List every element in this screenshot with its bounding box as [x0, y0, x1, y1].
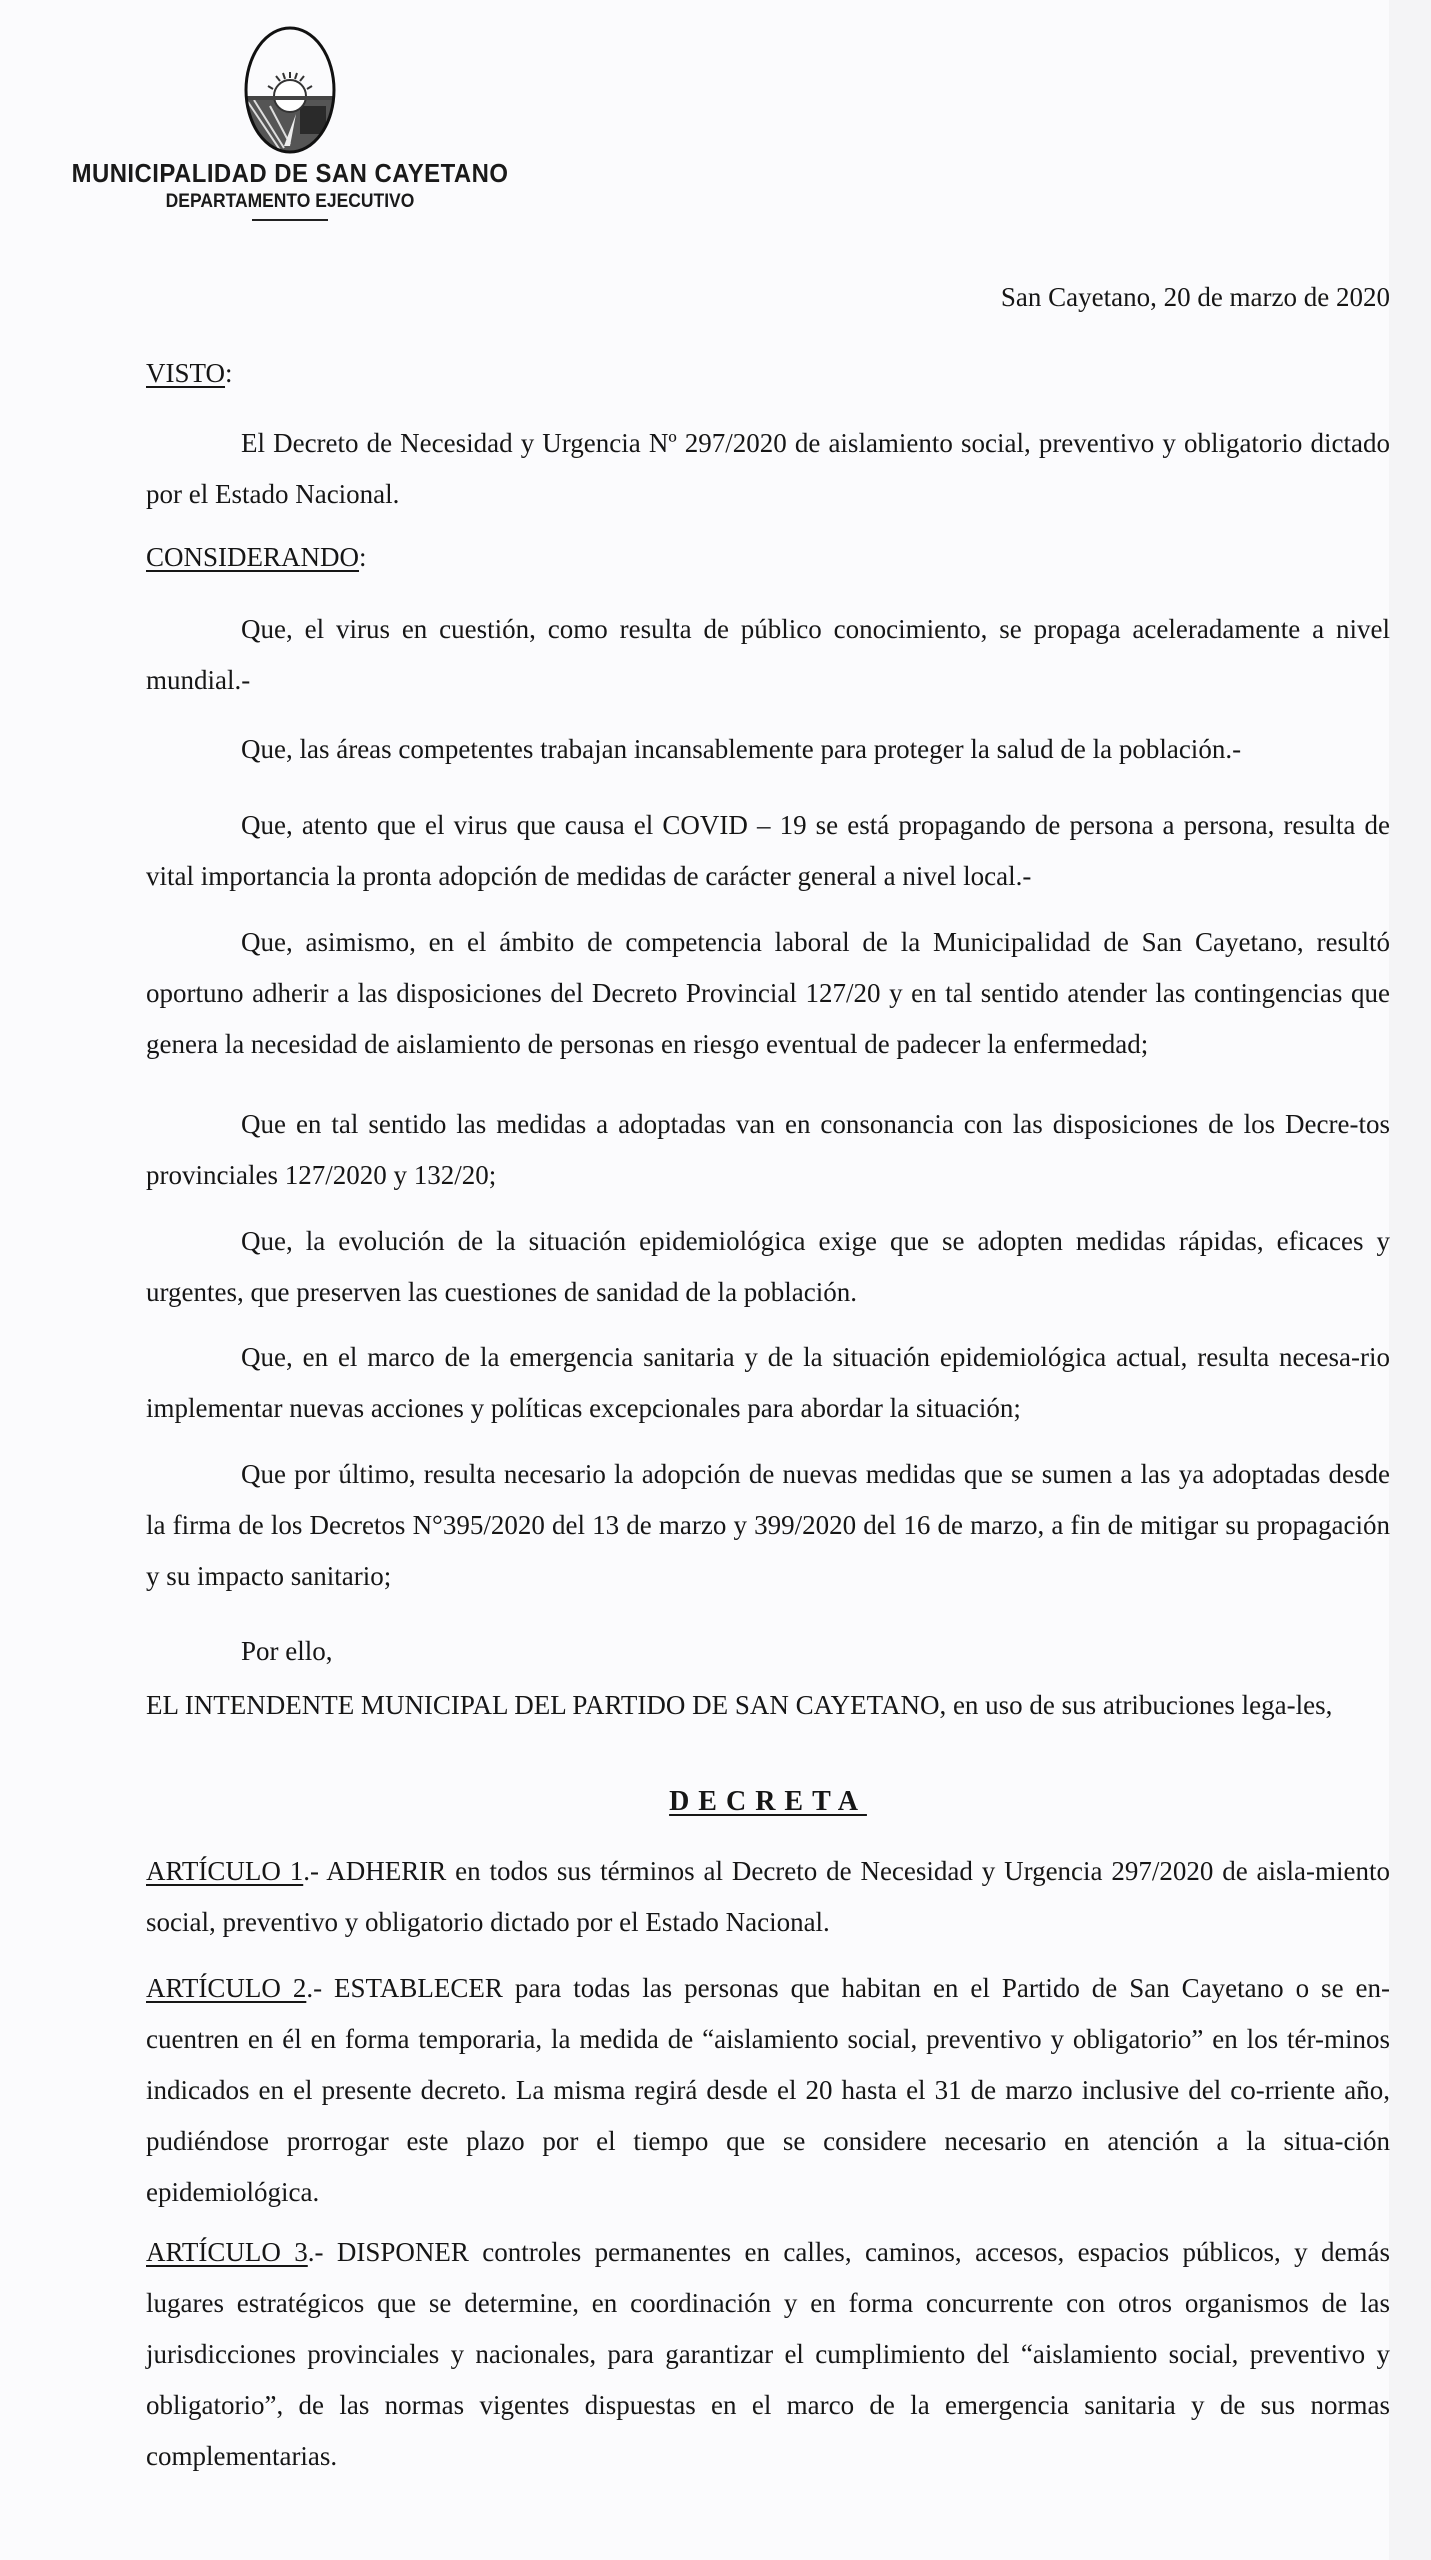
visto-text: El Decreto de Necesidad y Urgencia Nº 297/2020 de aislamiento social, preventivo y obligatorio dictado por el Estado Nacional. — [146, 428, 1390, 509]
article-1 — [146, 1846, 1390, 1948]
considerando-colon: : — [359, 542, 367, 572]
municipal-coat-of-arms-icon — [240, 20, 340, 156]
considerando-paragraph: Que, la evolución de la situación epidemiológica exige que se adopten medidas rápidas, eficaces y urgentes, que preserven las cuestiones de sanidad de la población. — [146, 1226, 1390, 1307]
visto-heading — [146, 348, 1390, 399]
visto-label: VISTO — [146, 358, 226, 388]
considerando-label: CONSIDERANDO — [146, 542, 360, 572]
por-ello: Por ello, — [241, 1636, 333, 1666]
considerando-paragraph: Que por último, resulta necesario la adopción de nuevas medidas que se sumen a las ya adoptadas desde la firma de los Decretos N°395/2020 del 13 de marzo y 399/2020 del 16 de marzo, a fin de mitigar su propagación y su impacto sanitario; — [146, 1459, 1390, 1591]
article-label: ARTÍCULO 1 — [146, 1856, 304, 1886]
intendente-clause: EL INTENDENTE MUNICIPAL DEL PARTIDO DE SAN CAYETANO, en uso de sus atribuciones lega-les, — [146, 1690, 1333, 1720]
considerando-paragraph: Que, atento que el virus que causa el COVID – 19 se está propagando de persona a persona, resulta de vital importancia la pronta adopción de medidas de carácter general a nivel local.- — [146, 810, 1390, 891]
considerando-paragraph: Que, asimismo, en el ámbito de competencia laboral de la Municipalidad de San Cayetano, resultó oportuno adherir a las disposiciones del Decreto Provincial 127/20 y en tal sentido atender las contingencias que genera la necesidad de aislamiento de personas en riesgo eventual de padecer la enfermedad; — [146, 927, 1390, 1059]
organization-name: MUNICIPALIDAD DE SAN CAYETANO — [71, 158, 509, 188]
article-3 — [146, 2227, 1390, 2482]
department-name: DEPARTAMENTO EJECUTIVO — [165, 191, 415, 212]
article-text: .- ADHERIR en todos sus términos al Decreto de Necesidad y Urgencia 297/2020 de aisla-miento social, preventivo y obligatorio dictado por el Estado Nacional. — [146, 1856, 1390, 1937]
article-text: .- DISPONER controles permanentes en calles, caminos, accesos, espacios públicos, y demás lugares estratégicos que se determine, en coordinación y en forma concurrente con otros organismos de las jurisdicciones provinciales y nacionales, para garantizar el cumplimiento del “aislamiento social, preventivo y obligatorio”, de las normas vigentes dispuestas en el marco de la emergencia sanitaria y de sus normas complementarias. — [146, 2237, 1390, 2471]
considerando-paragraph: Que, en el marco de la emergencia sanitaria y de la situación epidemiológica actual, resulta necesa-rio implementar nuevas acciones y políticas excepcionales para abordar la situación; — [146, 1342, 1390, 1423]
decreta-label: DECRETA — [669, 1786, 867, 1817]
article-label: ARTÍCULO 3 — [146, 2237, 308, 2267]
divider — [252, 219, 328, 221]
decreta-heading — [146, 1776, 1390, 1827]
considerando-heading — [146, 532, 1390, 583]
scan-page-edge — [1389, 0, 1431, 2560]
date-line: San Cayetano, 20 de marzo de 2020 — [1000, 282, 1390, 312]
considerando-paragraph: Que en tal sentido las medidas a adoptadas van en consonancia con las disposiciones de los Decre-tos provinciales 127/2020 y 132/20; — [146, 1109, 1390, 1190]
letterhead — [30, 20, 550, 221]
article-2 — [146, 1963, 1390, 2218]
article-text: .- ESTABLECER para todas las personas que habitan en el Partido de San Cayetano o se en-cuentren en él en forma temporaria, la medida de “aislamiento social, preventivo y obligatorio” en los tér-minos indicados en el presente decreto. La misma regirá desde el 20 hasta el 31 de marzo inclusive del co-rriente año, pudiéndose prorrogar este plazo por el tiempo que se considere necesario en atención a la situa-ción epidemiológica. — [146, 1973, 1390, 2207]
considerando-paragraph: Que, el virus en cuestión, como resulta de público conocimiento, se propaga aceleradamente a nivel mundial.- — [146, 614, 1390, 695]
visto-colon: : — [225, 358, 233, 388]
article-label: ARTÍCULO 2 — [146, 1973, 307, 2003]
considerando-paragraph: Que, las áreas competentes trabajan incansablemente para proteger la salud de la población.- — [241, 734, 1242, 764]
